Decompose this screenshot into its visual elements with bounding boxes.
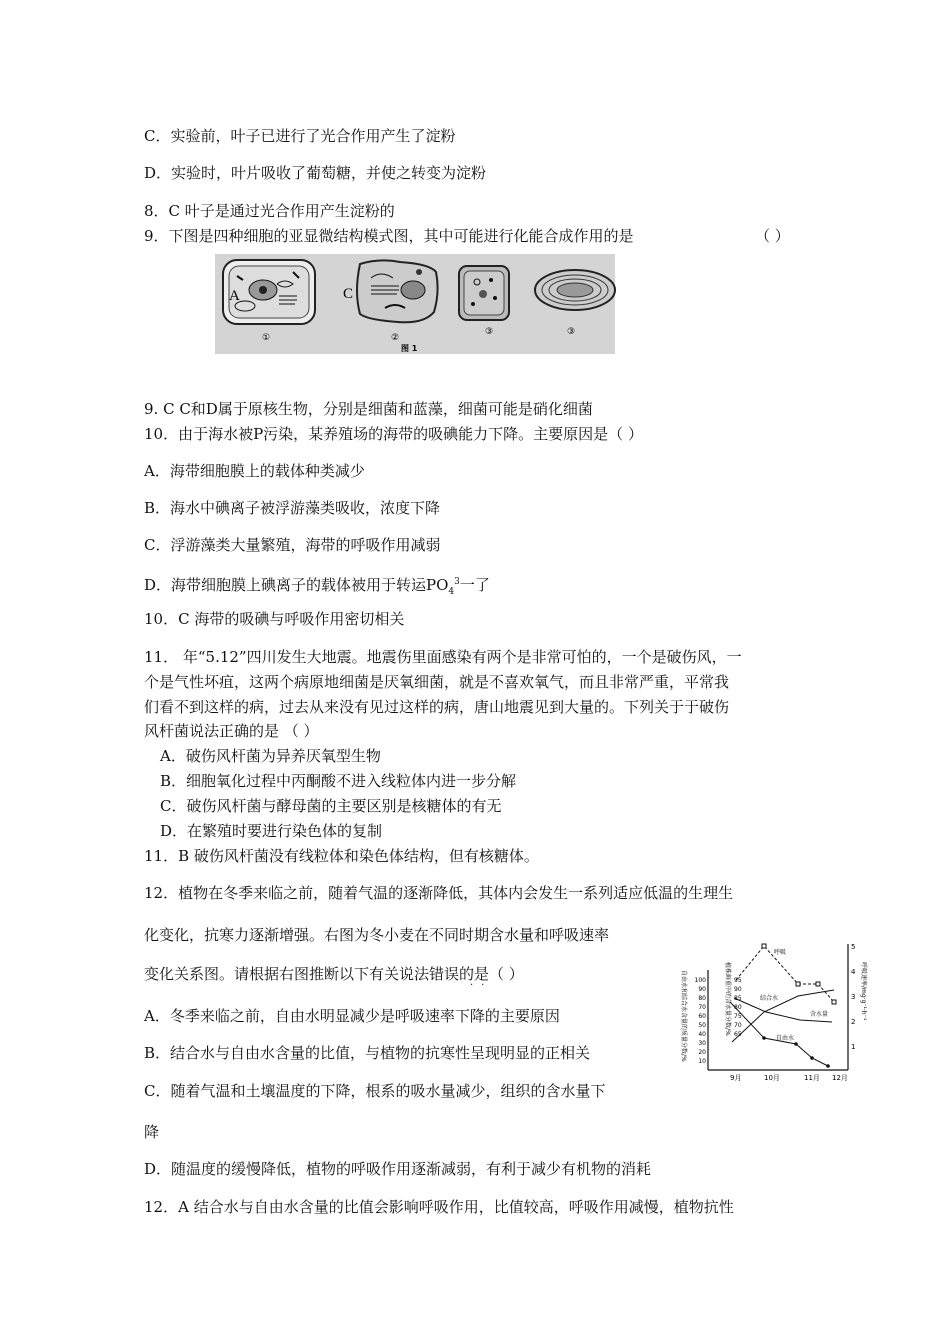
q11-option-d: D．在繁殖时要进行染色体的复制 — [160, 822, 383, 840]
q10-option-d-tail: 一了 — [459, 576, 490, 594]
inner-tick-65: 65 — [734, 1031, 742, 1038]
tick-20: 20 — [698, 1049, 706, 1056]
inner-tick-75: 75 — [734, 1013, 742, 1020]
x-tick-nov: 11月 — [804, 1074, 820, 1082]
cell-structure-figure — [215, 254, 615, 354]
answer-9: 9. C C和D属于原核生物，分别是细菌和蓝藻，细菌可能是硝化细菌 — [144, 400, 593, 418]
q10-option-d — [144, 571, 490, 603]
q12-option-c-cont: 降 — [144, 1123, 160, 1141]
question-10: 10．由于海水被P污染，某养殖场的海带的吸碘能力下降。主要原因是（ ） — [144, 425, 643, 443]
question-11-line-4: 风杆菌说法正确的是 （ ） — [144, 722, 319, 740]
tick-90: 90 — [698, 986, 706, 993]
right-tick-2: 2 — [851, 1018, 856, 1026]
bacterium-cell-icon — [459, 266, 509, 320]
question-9: 9．下图是四种细胞的亚显微结构模式图，其中可能进行化能合成作用的是 — [144, 227, 634, 245]
left-axis-label: 自由水和结合水含量的质量分数/% — [680, 970, 687, 1062]
tick-40: 40 — [698, 1031, 706, 1038]
emphasis-dots: ·· — [470, 980, 493, 991]
tick-100: 100 — [694, 977, 706, 984]
question-12-line-1: 12．植物在冬季来临之前，随着气温的逐渐降低，其体内会发生一系列适应低温的生理生 — [144, 884, 734, 902]
q11-option-b: B．细胞氧化过程中丙酮酸不进入线粒体内进一步分解 — [160, 772, 517, 790]
subscript-4: 4 — [448, 587, 455, 597]
tick-60: 60 — [698, 1013, 706, 1020]
water-content-line — [734, 998, 832, 1022]
water-respiration-chart — [676, 940, 866, 1084]
x-ticks — [730, 1074, 848, 1082]
x-tick-oct: 10月 — [764, 1074, 780, 1082]
figure-1-title: 图 1 — [401, 344, 418, 353]
tick-10: 10 — [698, 1058, 706, 1065]
chart-svg — [676, 940, 866, 1084]
label-respiration: 呼吸 — [774, 949, 787, 956]
superscript-3: 3 — [454, 577, 460, 587]
q12-option-d: D．随温度的缓慢降低，植物的呼吸作用逐渐减弱，有利于减少有机物的消耗 — [144, 1160, 652, 1178]
right-tick-3: 3 — [851, 993, 856, 1001]
option-c-prev: C．实验前，叶子已进行了光合作用产生了淀粉 — [144, 127, 456, 145]
answer-11: 11．B 破伤风杆菌没有线粒体和染色体结构，但有核糖体。 — [144, 847, 539, 865]
question-11-line-3: 们看不到这样的病，过去从来没有见过这样的病，唐山地震见到大量的。下列关于于破伤 — [144, 698, 730, 716]
inner-axis-label: 植株鲜重中的含水量分数/% — [724, 962, 731, 1036]
cell-diagrams-svg — [215, 254, 615, 354]
caption-4: ③ — [567, 327, 576, 337]
answer-10: 10．C 海带的吸碘与呼吸作用密切相关 — [144, 610, 405, 628]
right-axis-label: 呼吸速率/mg·g⁻¹·h⁻¹ — [860, 962, 867, 1021]
q10-option-a: A．海带细胞膜上的载体种类减少 — [144, 462, 365, 480]
q12-option-a: A．冬季来临之前，自由水明显减少是呼吸速率下降的主要原因 — [144, 1007, 560, 1025]
inner-tick-70: 70 — [734, 1022, 742, 1029]
right-ticks — [851, 943, 856, 1051]
question-9-bracket: （ ） — [755, 227, 790, 245]
q10-option-d-text: D．海带细胞膜上碘离子的载体被用于转运PO — [144, 576, 449, 594]
answer-8: 8．C 叶子是通过光合作用产生淀粉的 — [144, 202, 395, 220]
label-bound-water: 结合水 — [760, 995, 779, 1002]
caption-3: ③ — [485, 327, 494, 337]
label-free-water: 自由水 — [776, 1035, 795, 1042]
q12-option-b: B．结合水与自由水含量的比值，与植物的抗寒性呈现明显的正相关 — [144, 1044, 591, 1062]
right-tick-5: 5 — [851, 943, 856, 951]
label-water-content: 含水量 — [810, 1011, 829, 1018]
free-water-points — [762, 1036, 830, 1068]
tick-50: 50 — [698, 1022, 706, 1029]
inner-tick-95: 95 — [734, 977, 742, 984]
cyanobacterium-cell-icon — [535, 270, 615, 310]
caption-1: ① — [262, 333, 271, 343]
inner-tick-80: 80 — [734, 1004, 742, 1011]
tick-30: 30 — [698, 1040, 706, 1047]
question-11-line-1: 11． 年“5.12”四川发生大地震。地震伤里面感染有两个是非常可怕的，一个是破伤风，一 — [144, 648, 742, 666]
q11-option-a: A．破伤风杆菌为异养厌氧型生物 — [160, 747, 381, 765]
x-tick-dec: 12月 — [832, 1074, 848, 1082]
q11-option-c: C．破伤风杆菌与酵母菌的主要区别是核糖体的有无 — [160, 797, 502, 815]
left-ticks — [695, 977, 707, 1065]
right-tick-1: 1 — [851, 1043, 856, 1051]
question-12-line-3: 变化关系图。请根据右图推断以下有关说法错误的是（ ） — [144, 965, 524, 983]
tick-70: 70 — [698, 1004, 706, 1011]
q10-option-c: C．浮游藻类大量繁殖，海带的呼吸作用减弱 — [144, 536, 441, 554]
inner-tick-90: 90 — [734, 986, 742, 993]
tick-80: 80 — [698, 995, 706, 1002]
right-tick-4: 4 — [851, 968, 856, 976]
answer-12: 12．A 结合水与自由水含量的比值会影响呼吸作用，比值较高，呼吸作用减慢，植物抗性 — [144, 1198, 734, 1216]
question-11-line-2: 个是气性坏疽，这两个病原地细菌是厌氧细菌，就是不喜欢氧气，而且非常严重，平常我 — [144, 673, 730, 691]
label-a: A — [229, 288, 240, 304]
q12-option-c: C．随着气温和土壤温度的下降，根系的吸水量减少，组织的含水量下 — [144, 1082, 606, 1100]
inner-tick-85: 85 — [734, 995, 742, 1002]
option-d-prev: D．实验时，叶片吸收了葡萄糖，并使之转变为淀粉 — [144, 164, 487, 182]
question-12-line-2: 化变化，抗寒力逐渐增强。右图为冬小麦在不同时期含水量和呼吸速率 — [144, 926, 610, 944]
label-c: C — [343, 286, 354, 302]
animal-cell-icon — [357, 260, 438, 322]
caption-2: ② — [391, 333, 400, 343]
q10-option-b: B．海水中碘离子被浮游藻类吸收，浓度下降 — [144, 499, 441, 517]
x-tick-sep: 9月 — [730, 1074, 742, 1082]
